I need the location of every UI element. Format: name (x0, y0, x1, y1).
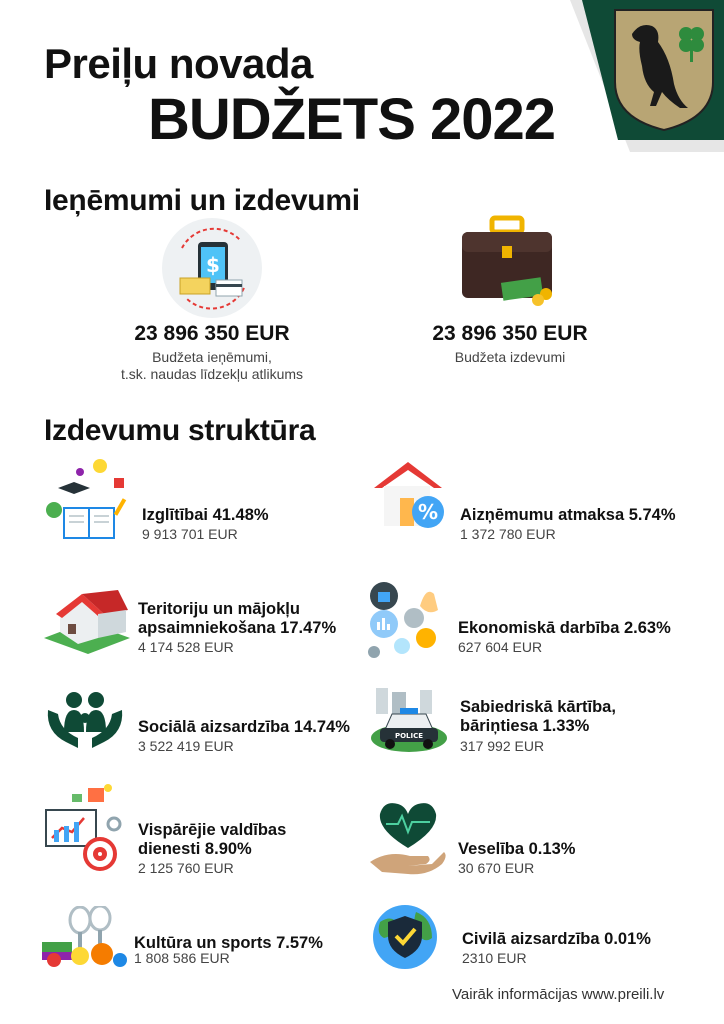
presentation-icon (44, 780, 130, 872)
overview-heading: Ieņēmumi un izdevumi (44, 184, 360, 217)
item-value: 2 125 760 EUR (138, 860, 234, 876)
revenue-label-line2: t.sk. naudas līdzekļu atlikums (120, 366, 304, 382)
item-value: 30 670 EUR (458, 860, 535, 876)
structure-heading: Izdevumu struktūra (44, 414, 316, 447)
item-value: 1 808 586 EUR (134, 950, 230, 966)
item-label: Civilā aizsardzība 0.01% (462, 930, 651, 948)
item-label: dienesti 8.90% (138, 840, 252, 858)
revenue-icon (162, 218, 262, 318)
item-label: bāriņtiesa 1.33% (460, 717, 590, 735)
item-value: 3 522 419 EUR (138, 738, 234, 754)
item-value: 317 992 EUR (460, 738, 545, 754)
item-label: Teritoriju un mājokļu (138, 600, 300, 618)
house-percent-icon (370, 458, 446, 530)
item-value: 2310 EUR (462, 950, 527, 966)
item-label: Sabiedriskā kārtība, (460, 698, 616, 716)
education-icon (44, 458, 136, 542)
house-icon (42, 586, 132, 656)
economy-icon (368, 580, 448, 660)
revenue-label-line1: Budžeta ieņēmumi, (152, 349, 272, 365)
item-label: Vispārējie valdības (138, 821, 287, 839)
svg-text:$: $ (206, 253, 220, 277)
briefcase-icon (456, 214, 560, 314)
title-line1: Preiļu novada (44, 40, 313, 87)
police-car-icon (370, 688, 448, 754)
coat-of-arms (570, 0, 724, 152)
item-value: 4 174 528 EUR (138, 639, 234, 655)
svg-text:%: % (417, 500, 439, 524)
expenses-amount: 23 896 350 EUR (432, 322, 588, 345)
item-label: apsaimniekošana 17.47% (138, 619, 337, 637)
family-hands-icon (44, 688, 126, 752)
item-label: Veselība 0.13% (458, 840, 576, 858)
expenses-label: Budžeta izdevumi (454, 349, 566, 365)
heart-hand-icon (368, 800, 448, 878)
sports-icon (40, 906, 130, 968)
item-label: Sociālā aizsardzība 14.74% (138, 718, 350, 736)
item-value: 627 604 EUR (458, 639, 543, 655)
svg-text:POLICE: POLICE (394, 732, 424, 740)
item-label: Aizņēmumu atmaksa 5.74% (460, 506, 676, 524)
item-label: Izglītībai 41.48% (142, 506, 269, 524)
footer-link[interactable]: Vairāk informācijas www.preili.lv (452, 986, 665, 1003)
item-value: 9 913 701 EUR (142, 526, 238, 542)
revenue-amount: 23 896 350 EUR (134, 322, 290, 345)
item-label: Kultūra un sports 7.57% (134, 934, 323, 952)
title-line2: BUDŽETS 2022 (148, 87, 556, 152)
item-label: Ekonomiskā darbība 2.63% (458, 619, 671, 637)
shield-globe-icon (372, 904, 438, 970)
item-value: 1 372 780 EUR (460, 526, 556, 542)
